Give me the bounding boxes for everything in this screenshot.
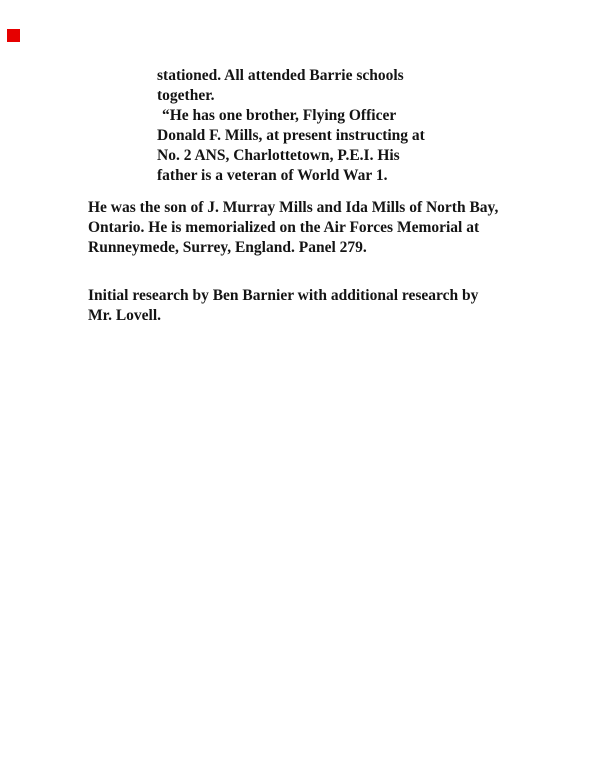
text-line: “He has one brother, Flying Officer (162, 107, 397, 124)
newspaper-excerpt-block (157, 66, 425, 186)
text-line: Ontario. He is memorialized on the Air Forces Memorial at (88, 219, 480, 236)
research-credit-paragraph (88, 286, 478, 326)
text-line: stationed. All attended Barrie schools (157, 67, 404, 84)
text-line: Initial research by Ben Barnier with additional research by (88, 287, 479, 304)
memorial-paragraph (88, 198, 498, 258)
text-line: He was the son of J. Murray Mills and Ida Mills of North Bay, (88, 199, 499, 216)
red-square-marker (7, 29, 20, 42)
text-line: Runneymede, Surrey, England. Panel 279. (88, 239, 367, 256)
text-line: father is a veteran of World War 1. (157, 167, 388, 184)
text-line: Mr. Lovell. (88, 307, 162, 324)
text-line: No. 2 ANS, Charlottetown, P.E.I. His (157, 147, 400, 164)
text-line: Donald F. Mills, at present instructing at (157, 127, 425, 144)
text-line: together. (157, 87, 215, 104)
